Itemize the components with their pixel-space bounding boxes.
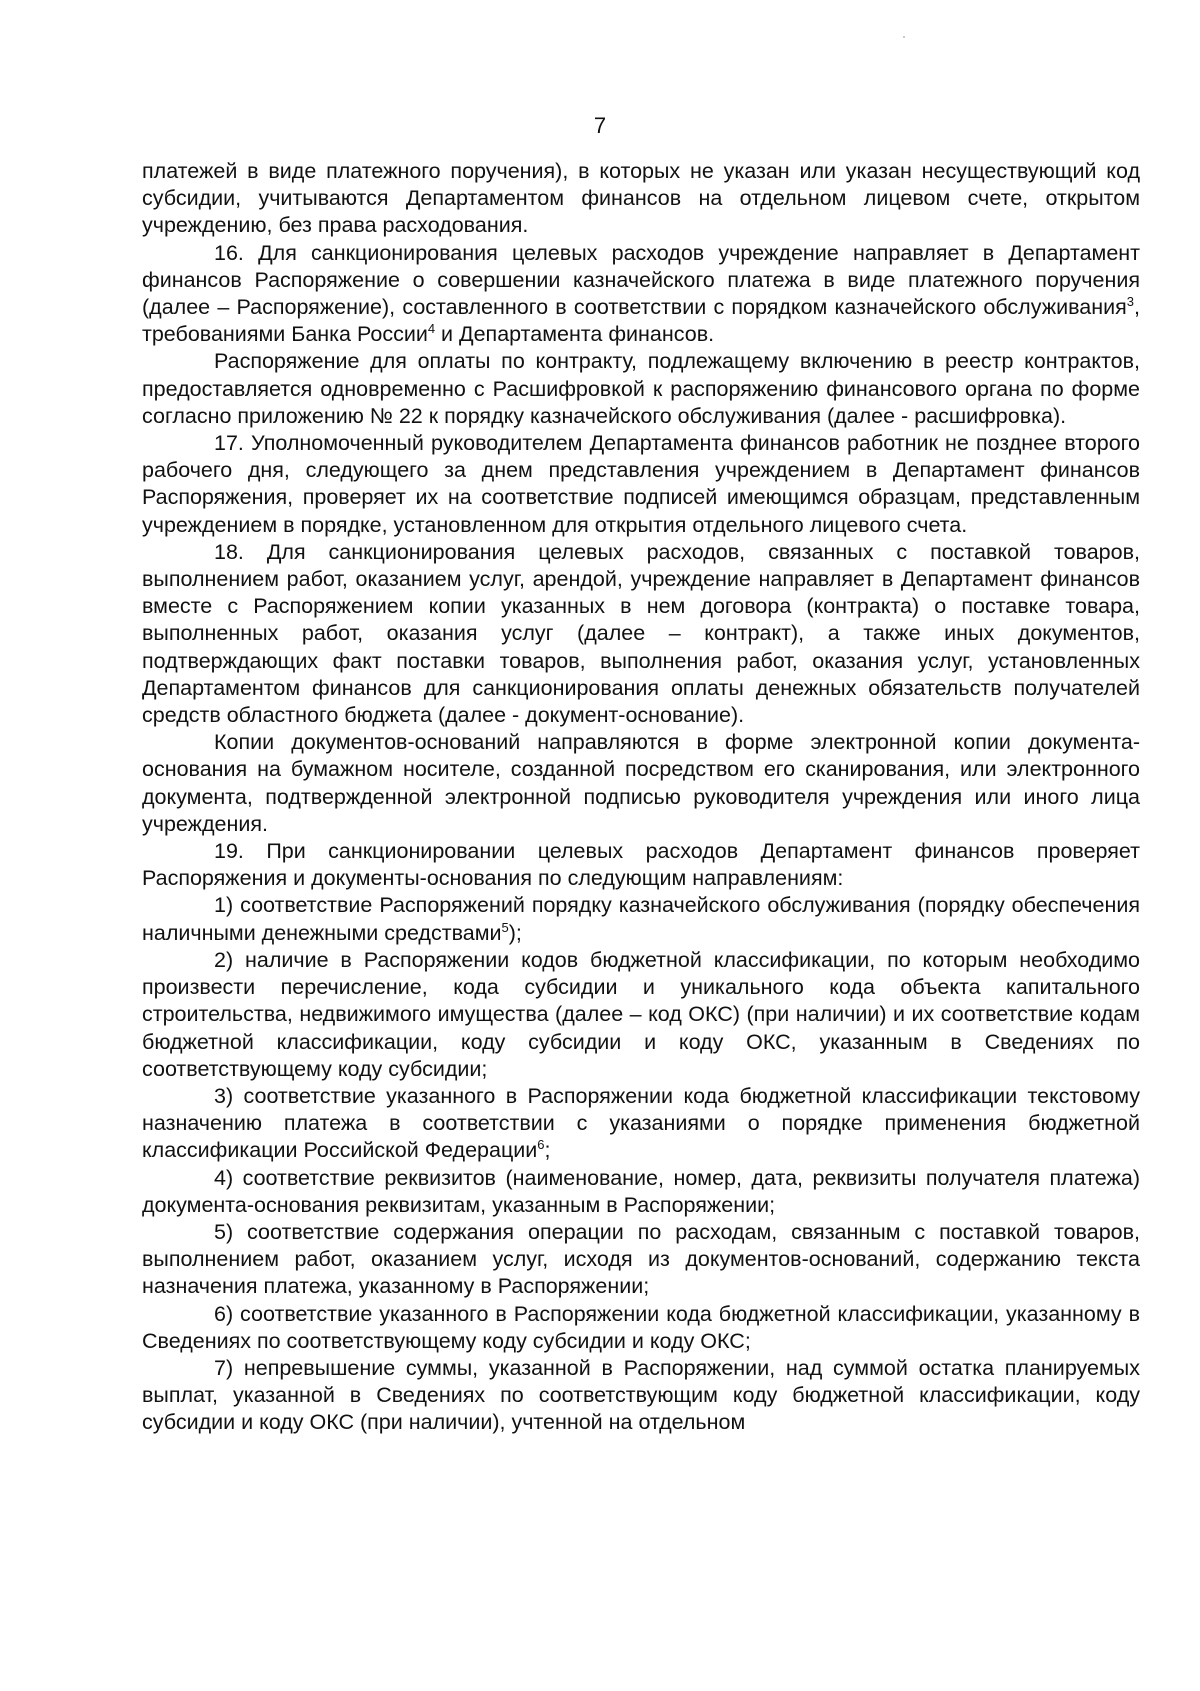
- list-item-19-1: 1) соответствие Распоряжений порядку казначейского обслуживания (порядку обеспечения наличными денежными средствами$^5$);: [142, 893, 1140, 945]
- page-number: 7: [593, 113, 607, 138]
- paragraph-16: 16. Для санкционирования целевых расходов учреждение направляет в Департамент финансов Распоряжение о совершении казначейского платежа в виде платежного поручения (далее – Распоряжение), составленного в соответствии с порядком казначейского обслуживания$^3$, требованиями Банка России$^4$ и Департамента финансов.: [142, 240, 1140, 347]
- footnote-ref: 6: [537, 1137, 545, 1153]
- paragraph-continuation: платежей в виде платежного поручения), в которых не указан или указан несуществующий код субсидии, учитываются Департаментом финансов на отдельном лицевом счете, открытом учреждению, без права расходования.: [142, 159, 1140, 238]
- paragraph-18: 18. Для санкционирования целевых расходов, связанных с поставкой товаров, выполнением работ, оказанием услуг, арендой, учреждение направляет в Департамент финансов вместе с Распоряжением копии указанных в нем договора (контракта) о поставке товара, выполненных работ, оказания услуг (далее – контракт), а также иных документов, подтверждающих факт поставки товаров, выполнения работ, оказания услуг, установленных Департаментом финансов для санкционирования оплаты денежных обязательств получателей средств областного бюджета (далее - документ-основание).: [142, 539, 1140, 728]
- paragraph-18-copies: Копии документов-оснований направляются в форме электронной копии документа-основания на бумажном носителе, созданной посредством его сканирования, или электронного документа, подтвержденной электронной подписью руководителя учреждения или иного лица учреждения.: [142, 730, 1140, 836]
- footnote-ref: 4: [427, 321, 436, 337]
- list-item-19-6: 6) соответствие указанного в Распоряжении кода бюджетной классификации, указанному в Сведениях по соответствующему коду субсидии и коду ОКС;: [142, 1301, 1140, 1353]
- list-item-19-5: 5) соответствие содержания операции по расходам, связанным с поставкой товаров, выполнением работ, оказанием услуг, исходя из документов-оснований, содержанию текста назначения платежа, указанному в Распоряжении;: [142, 1219, 1140, 1299]
- list-item-19-2: 2) наличие в Распоряжении кодов бюджетной классификации, по которым необходимо произвести перечисление, кода субсидии и уникального кода объекта капитального строительства, недвижимого имущества (далее – код ОКС) (при наличии) и их соответствие кодам бюджетной классификации, коду субсидии и коду ОКС, указанным в Сведениях по соответствующему коду субсидии;: [142, 947, 1140, 1081]
- footnote-ref: 3: [1126, 293, 1135, 309]
- list-item-19-4: 4) соответствие реквизитов (наименование, номер, дата, реквизиты получателя платежа) документа-основания реквизитам, указанным в Распоряжении;: [142, 1165, 1140, 1217]
- paragraph-17: 17. Уполномоченный руководителем Департамента финансов работник не позднее второго рабочего дня, следующего за днем представления учреждением в Департамент финансов Распоряжения, проверяет их на соответствие подписей имеющимся образцам, представленным учреждением в порядке, установленном для открытия отдельного лицевого счета.: [142, 431, 1140, 537]
- scan-speck: [903, 36, 905, 38]
- document-body: [142, 158, 1140, 1437]
- paragraph-19: 19. При санкционировании целевых расходов Департамент финансов проверяет Распоряжения и документы-основания по следующим направлениям:: [142, 839, 1140, 891]
- list-item-19-3: 3) соответствие указанного в Распоряжении кода бюджетной классификации текстовому назначению платежа в соответствии с указаниями о порядке применения бюджетной классификации Российской Федерации$^6$;: [142, 1083, 1140, 1163]
- paragraph-16-contract: Распоряжение для оплаты по контракту, подлежащему включению в реестр контрактов, предоставляется одновременно с Расшифровкой к распоряжению финансового органа по форме согласно приложению № 22 к порядку казначейского обслуживания (далее - расшифровка).: [142, 349, 1140, 428]
- list-item-19-7: 7) непревышение суммы, указанной в Распоряжении, над суммой остатка планируемых выплат, указанной в Сведениях по соответствующим коду бюджетной классификации, коду субсидии и коду ОКС (при наличии), учтенной на отдельном: [142, 1355, 1140, 1435]
- footnote-ref: 5: [501, 919, 509, 935]
